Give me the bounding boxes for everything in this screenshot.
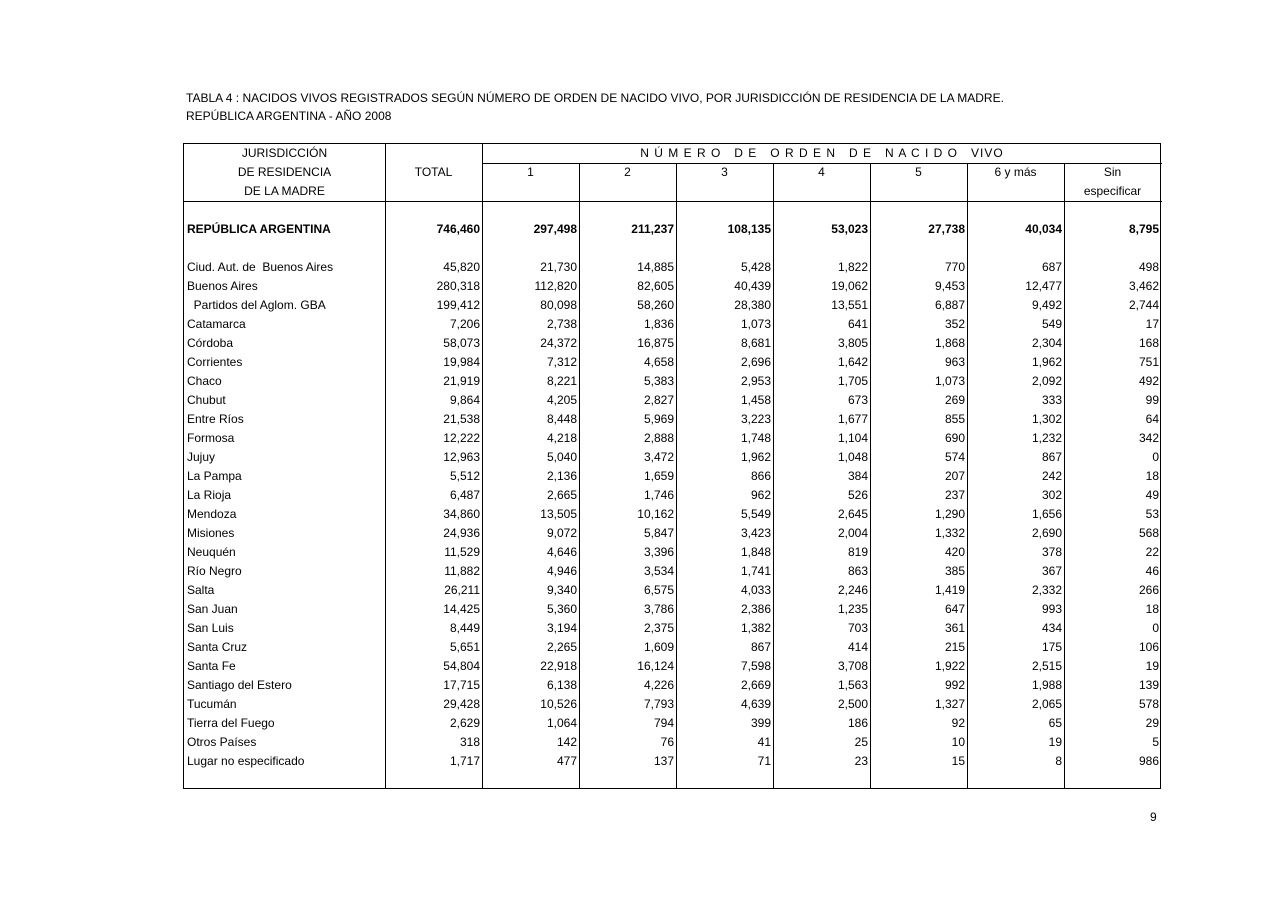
table-row-value: 963	[944, 355, 965, 369]
table-row-value: 4,946	[546, 564, 577, 578]
table-row-value: 9,453	[934, 279, 965, 293]
header-sin-especificar: Sin	[1103, 165, 1122, 179]
table-row-value: 2,827	[643, 393, 674, 407]
table-row-value: 4,658	[643, 355, 674, 369]
table-row-value: 352	[944, 317, 965, 331]
table-row-value: 1,822	[837, 260, 868, 274]
table-row-value: 673	[847, 393, 868, 407]
table-row-value: 526	[847, 488, 868, 502]
table-row-label: Lugar no especificado	[187, 754, 305, 768]
table-row-value: 199,412	[436, 298, 480, 312]
table-row-value: 12,477	[1025, 279, 1062, 293]
table-row-label: Ciud. Aut. de Buenos Aires	[187, 260, 334, 274]
table-row-value: 19	[1145, 659, 1159, 673]
table-row-value: 49	[1145, 488, 1159, 502]
table-row-value: 2,744	[1128, 298, 1159, 312]
table-row-value: 112,820	[534, 279, 577, 293]
table-row-value: 17	[1145, 317, 1159, 331]
total-row-value: 746,460	[436, 222, 480, 236]
table-row-value: 8,449	[449, 621, 480, 635]
table-row-value: 863	[847, 564, 868, 578]
table-row-value: 384	[847, 469, 868, 483]
table-row-value: 26,211	[444, 583, 480, 597]
table-row-value: 3,423	[740, 526, 771, 540]
table-row-value: 9,072	[546, 526, 577, 540]
table-row-value: 2,690	[1031, 526, 1062, 540]
table-row-value: 16,124	[637, 659, 674, 673]
table-row-value: 770	[944, 260, 965, 274]
table-row-value: 1,382	[740, 621, 771, 635]
table-subtitle: REPÚBLICA ARGENTINA - AÑO 2008	[186, 109, 392, 123]
table-row-value: 5,512	[449, 469, 480, 483]
table-row-value: 2,669	[740, 678, 771, 692]
table-row-value: 7,598	[740, 659, 771, 673]
table-row-label: Chubut	[187, 393, 226, 407]
table-row-value: 1,868	[934, 336, 965, 350]
table-row-label: San Luis	[187, 621, 234, 635]
table-row-value: 12,963	[443, 450, 480, 464]
table-row-label: Chaco	[187, 374, 222, 388]
table-row-value: 703	[847, 621, 868, 635]
table-row-value: 866	[750, 469, 771, 483]
table-row-value: 855	[944, 412, 965, 426]
table-row-value: 22	[1145, 545, 1159, 559]
table-row-value: 2,738	[546, 317, 577, 331]
table-row-value: 5,847	[643, 526, 674, 540]
table-row-value: 4,205	[546, 393, 577, 407]
table-row-value: 2,004	[837, 526, 868, 540]
table-row-value: 21,730	[540, 260, 577, 274]
table-row-value: 2,515	[1031, 659, 1062, 673]
total-row-value: 53,023	[831, 222, 868, 236]
table-row-value: 4,033	[740, 583, 771, 597]
table-row-value: 367	[1041, 564, 1062, 578]
total-row-value: 108,135	[727, 222, 771, 236]
table-row-value: 34,860	[443, 507, 480, 521]
table-row-value: 58,073	[443, 336, 480, 350]
table-row-value: 3,194	[546, 621, 577, 635]
header-order-col: 1	[527, 165, 534, 179]
table-row-value: 1,419	[934, 583, 965, 597]
table-row-value: 1,962	[1031, 355, 1062, 369]
table-row-value: 280,318	[436, 279, 480, 293]
header-order-col: 3	[721, 165, 728, 179]
table-row-value: 242	[1041, 469, 1062, 483]
table-row-value: 5,651	[449, 640, 480, 654]
table-row-value: 498	[1138, 260, 1159, 274]
table-row-value: 1,677	[837, 412, 868, 426]
table-row-value: 2,304	[1031, 336, 1062, 350]
table-row-value: 1,302	[1031, 412, 1062, 426]
table-row-value: 1,104	[837, 431, 868, 445]
table-row-value: 22,918	[540, 659, 577, 673]
table-row-value: 986	[1138, 754, 1159, 768]
table-row-label: Misiones	[187, 526, 235, 540]
table-row-value: 1,836	[643, 317, 674, 331]
table-row-value: 993	[1041, 602, 1062, 616]
table-row-value: 1,563	[837, 678, 868, 692]
header-jurisdiccion: JURISDICCIÓN	[241, 146, 328, 160]
table-row-value: 16,875	[637, 336, 674, 350]
table-row-label: Tucumán	[187, 697, 237, 711]
table-row-value: 64	[1145, 412, 1159, 426]
table-row-value: 794	[653, 716, 674, 730]
table-row-value: 5,383	[643, 374, 674, 388]
table-row-label: La Pampa	[187, 469, 242, 483]
table-row-value: 1,988	[1031, 678, 1062, 692]
table-row-value: 15	[951, 754, 965, 768]
table-row-value: 578	[1138, 697, 1159, 711]
table-row-value: 7,793	[643, 697, 674, 711]
table-row-value: 9,492	[1031, 298, 1062, 312]
table-row-value: 1,922	[934, 659, 965, 673]
table-row-value: 1,327	[934, 697, 965, 711]
table-row-value: 9,340	[546, 583, 577, 597]
table-row-value: 175	[1041, 640, 1062, 654]
table-row-value: 186	[847, 716, 868, 730]
table-row-label: Salta	[187, 583, 215, 597]
table-row-label: Catamarca	[187, 317, 246, 331]
table-row-value: 3,396	[643, 545, 674, 559]
table-row-value: 8,681	[740, 336, 771, 350]
table-row-value: 1,458	[740, 393, 771, 407]
table-row-value: 1,064	[546, 716, 577, 730]
table-row-value: 2,953	[740, 374, 771, 388]
table-row-value: 1,232	[1031, 431, 1062, 445]
table-row-value: 2,645	[837, 507, 868, 521]
table-row-value: 6,575	[643, 583, 674, 597]
table-row-value: 269	[944, 393, 965, 407]
table-row-value: 3,472	[643, 450, 674, 464]
table-row-value: 647	[944, 602, 965, 616]
table-row-value: 5,549	[740, 507, 771, 521]
header-order-col: 4	[818, 165, 825, 179]
header-total: TOTAL	[414, 165, 453, 179]
table-row-value: 1,073	[740, 317, 771, 331]
table-row-value: 1,642	[837, 355, 868, 369]
table-row-value: 18	[1145, 602, 1159, 616]
table-row-value: 1,717	[449, 754, 480, 768]
table-row-value: 333	[1041, 393, 1062, 407]
table-row-value: 3,786	[643, 602, 674, 616]
header-group: N Ú M E R O D E O R D E N D E N A C I D O VIVO	[640, 146, 1004, 160]
data-table	[183, 143, 1161, 789]
header-order-col: 5	[915, 165, 922, 179]
table-row-value: 420	[944, 545, 965, 559]
table-row-value: 1,073	[934, 374, 965, 388]
table-row-label: Córdoba	[187, 336, 234, 350]
table-row-value: 3,462	[1128, 279, 1159, 293]
table-row-value: 24,372	[540, 336, 577, 350]
table-row-value: 1,235	[837, 602, 868, 616]
table-row-value: 139	[1138, 678, 1159, 692]
table-row-value: 19	[1048, 735, 1062, 749]
table-row-value: 10	[951, 735, 965, 749]
table-row-value: 14,885	[637, 260, 674, 274]
table-row-value: 385	[944, 564, 965, 578]
table-row-value: 7,206	[449, 317, 480, 331]
table-row-value: 6,887	[934, 298, 965, 312]
table-row-value: 867	[1041, 450, 1062, 464]
table-row-value: 492	[1138, 374, 1159, 388]
table-row-value: 13,551	[831, 298, 868, 312]
table-row-value: 2,386	[740, 602, 771, 616]
table-row-value: 46	[1145, 564, 1159, 578]
table-row-value: 5,360	[546, 602, 577, 616]
table-row-value: 18	[1145, 469, 1159, 483]
table-row-label: Río Negro	[187, 564, 242, 578]
table-row-value: 11,529	[444, 545, 480, 559]
table-row-value: 0	[1152, 450, 1159, 464]
header-jurisdiccion: DE RESIDENCIA	[237, 165, 332, 179]
table-row-value: 106	[1138, 640, 1159, 654]
table-title: TABLA 4 : NACIDOS VIVOS REGISTRADOS SEGÚN NÚMERO DE ORDEN DE NACIDO VIVO, POR JURISDICCIÓN DE RESIDENCIA DE LA MADRE.	[186, 91, 1004, 105]
header-divider	[184, 201, 1162, 202]
table-row-value: 8,221	[546, 374, 577, 388]
table-row-value: 25	[854, 735, 868, 749]
table-row-value: 14,425	[443, 602, 480, 616]
table-row-value: 2,265	[546, 640, 577, 654]
table-row-value: 2,375	[643, 621, 674, 635]
table-row-label: La Rioja	[187, 488, 232, 502]
table-row-value: 10,162	[637, 507, 674, 521]
total-row-value: 8,795	[1128, 222, 1159, 236]
header-order-col: 6 y más	[994, 165, 1037, 179]
table-row-value: 318	[459, 735, 480, 749]
table-row-label: Partidos del Aglom. GBA	[187, 298, 326, 312]
table-row-value: 434	[1041, 621, 1062, 635]
table-row-value: 3,805	[837, 336, 868, 350]
table-row-value: 76	[660, 735, 674, 749]
table-row-value: 29,428	[443, 697, 480, 711]
header-jurisdiccion: DE LA MADRE	[244, 184, 325, 198]
table-row-value: 19,062	[831, 279, 868, 293]
table-row-value: 82,605	[637, 279, 674, 293]
table-row-value: 2,696	[740, 355, 771, 369]
table-row-value: 11,882	[444, 564, 480, 578]
table-row-value: 361	[944, 621, 965, 635]
table-row-value: 687	[1041, 260, 1062, 274]
table-row-value: 10,526	[540, 697, 577, 711]
table-row-value: 2,629	[449, 716, 480, 730]
table-row-value: 1,656	[1031, 507, 1062, 521]
table-row-value: 54,804	[443, 659, 480, 673]
table-row-value: 1,332	[934, 526, 965, 540]
table-row-value: 41	[757, 735, 771, 749]
table-row-value: 24,936	[443, 526, 480, 540]
table-row-value: 4,226	[643, 678, 674, 692]
table-row-value: 378	[1041, 545, 1062, 559]
table-row-label: Neuquén	[187, 545, 236, 559]
table-row-value: 1,848	[740, 545, 771, 559]
table-row-value: 2,246	[837, 583, 868, 597]
table-row-value: 2,092	[1031, 374, 1062, 388]
header-order-col: 2	[624, 165, 631, 179]
table-row-value: 6,487	[449, 488, 480, 502]
table-row-value: 21,538	[443, 412, 480, 426]
total-row-value: 211,237	[631, 222, 674, 236]
table-row-value: 2,065	[1031, 697, 1062, 711]
table-row-value: 9,864	[449, 393, 480, 407]
total-row-value: 27,738	[928, 222, 965, 236]
table-row-label: Mendoza	[187, 507, 237, 521]
table-row-label: Entre Ríos	[187, 412, 244, 426]
total-row-value: 297,498	[533, 222, 577, 236]
table-row-value: 23	[854, 754, 868, 768]
table-row-value: 45,820	[443, 260, 480, 274]
table-row-value: 4,218	[546, 431, 577, 445]
table-row-value: 5,428	[740, 260, 771, 274]
table-row-value: 399	[750, 716, 771, 730]
table-row-value: 3,223	[740, 412, 771, 426]
table-row-value: 4,646	[546, 545, 577, 559]
table-row-value: 568	[1138, 526, 1159, 540]
table-row-value: 71	[757, 754, 771, 768]
table-row-value: 2,665	[546, 488, 577, 502]
table-row-value: 58,260	[637, 298, 674, 312]
table-row-value: 3,708	[837, 659, 868, 673]
table-row-value: 342	[1138, 431, 1159, 445]
table-row-value: 1,290	[934, 507, 965, 521]
table-row-value: 992	[944, 678, 965, 692]
total-row-value: 40,034	[1025, 222, 1062, 236]
table-row-value: 2,888	[643, 431, 674, 445]
table-row-value: 40,439	[734, 279, 771, 293]
table-row-value: 19,984	[443, 355, 480, 369]
table-row-value: 13,505	[540, 507, 577, 521]
table-row-label: Buenos Aires	[187, 279, 258, 293]
table-row-value: 99	[1145, 393, 1159, 407]
table-row-value: 819	[847, 545, 868, 559]
table-row-value: 29	[1145, 716, 1159, 730]
table-row-value: 2,332	[1031, 583, 1062, 597]
table-row-value: 1,609	[643, 640, 674, 654]
table-row-value: 477	[556, 754, 577, 768]
table-row-value: 137	[653, 754, 674, 768]
table-row-value: 1,048	[837, 450, 868, 464]
table-row-value: 751	[1138, 355, 1159, 369]
table-row-label: Otros Países	[187, 735, 257, 749]
table-row-value: 1,962	[740, 450, 771, 464]
table-row-value: 21,919	[443, 374, 480, 388]
table-row-label: Santiago del Estero	[187, 678, 292, 692]
total-row-label: REPÚBLICA ARGENTINA	[187, 222, 331, 236]
table-row-value: 168	[1138, 336, 1159, 350]
table-row-value: 237	[944, 488, 965, 502]
table-row-value: 574	[944, 450, 965, 464]
table-row-label: Formosa	[187, 431, 235, 445]
table-row-value: 8	[1055, 754, 1062, 768]
table-row-value: 6,138	[546, 678, 577, 692]
table-row-label: Santa Fe	[187, 659, 236, 673]
table-row-value: 5,040	[546, 450, 577, 464]
table-row-value: 5,969	[643, 412, 674, 426]
table-row-value: 8,448	[546, 412, 577, 426]
table-row-value: 207	[944, 469, 965, 483]
table-row-value: 3,534	[643, 564, 674, 578]
table-row-value: 92	[951, 716, 965, 730]
table-row-value: 2,500	[837, 697, 868, 711]
table-row-value: 142	[556, 735, 577, 749]
table-row-label: Santa Cruz	[187, 640, 248, 654]
table-row-value: 12,222	[443, 431, 480, 445]
table-row-value: 0	[1152, 621, 1159, 635]
table-row-value: 414	[847, 640, 868, 654]
table-row-label: Jujuy	[187, 450, 216, 464]
table-row-value: 1,748	[740, 431, 771, 445]
table-row-value: 1,741	[740, 564, 771, 578]
table-row-value: 5	[1152, 735, 1159, 749]
table-row-value: 690	[944, 431, 965, 445]
table-row-value: 867	[750, 640, 771, 654]
table-row-label: San Juan	[187, 602, 238, 616]
header-sin-especificar: especificar	[1083, 184, 1142, 198]
table-row-value: 266	[1138, 583, 1159, 597]
table-row-value: 53	[1145, 507, 1159, 521]
table-row-value: 65	[1048, 716, 1062, 730]
table-row-value: 549	[1041, 317, 1062, 331]
table-row-value: 1,746	[643, 488, 674, 502]
table-row-value: 7,312	[546, 355, 577, 369]
table-row-value: 1,659	[643, 469, 674, 483]
table-row-value: 4,639	[740, 697, 771, 711]
table-row-label: Tierra del Fuego	[187, 716, 275, 730]
table-row-value: 80,098	[540, 298, 577, 312]
table-row-value: 215	[944, 640, 965, 654]
table-row-value: 641	[847, 317, 868, 331]
table-row-label: Corrientes	[187, 355, 243, 369]
table-row-value: 28,380	[734, 298, 771, 312]
table-row-value: 1,705	[837, 374, 868, 388]
table-row-value: 2,136	[546, 469, 577, 483]
page-number: 9	[1150, 810, 1157, 824]
table-row-value: 17,715	[443, 678, 480, 692]
table-row-value: 302	[1041, 488, 1062, 502]
table-row-value: 962	[750, 488, 771, 502]
